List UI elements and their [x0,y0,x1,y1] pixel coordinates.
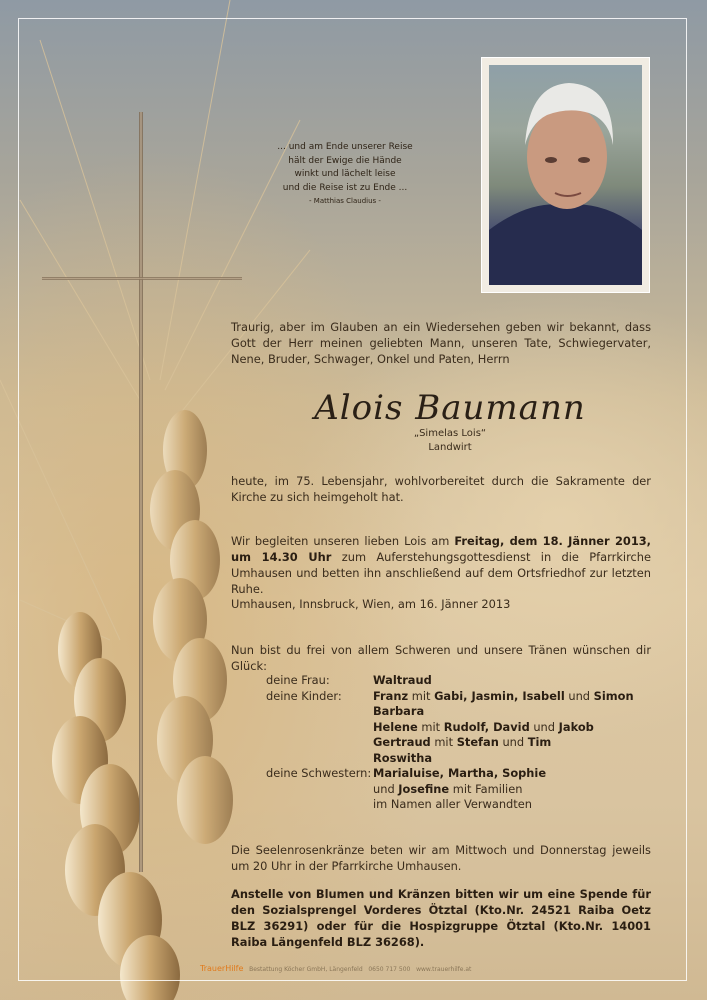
label-sisters: deine Schwestern: [266,766,372,780]
child-line: Barbara [373,704,425,718]
deceased-name: Alois Baumann [314,388,586,428]
family-names [373,673,634,813]
label-wife: deine Frau: [266,673,330,687]
child-line: Franz mit Gabi, Jasmin, Isabell und Simon [373,688,634,703]
farewell-text: Nun bist du frei von allem Schweren und unsere Tränen wünschen dir Glück: [231,643,651,673]
child-line: Gertraud mit Stefan und Tim [373,735,552,749]
footer-logo: TrauerHilfe [200,964,244,973]
label-children: deine Kinder: [266,688,342,703]
funeral-text [231,533,651,597]
portrait-photo [489,65,642,285]
quote-line: hält der Ewige die Hände [288,155,402,166]
sister-line: und Josefine mit Familien [373,781,523,796]
place-date: Umhausen, Innsbruck, Wien, am 16. Jänner 2013 [231,597,511,611]
deceased-nickname: „Simelas Lois“ [413,428,487,439]
funeral-text-part: zum Auferstehungsgottesdienst in die Pfarrkirche Umhausen und betten ihn anschließend auf dem Ortsfriedhof zur letzten Ruhe. [231,550,651,596]
wife-name: Waltraud [373,673,432,687]
quote-line: ... und am Ende unserer Reise [277,142,413,152]
intro-text: Traurig, aber im Glauben an ein Wiedersehen geben wir bekannt, dass Gott der Herr meinen geliebten Mann, unseren Tate, Schwiegervater, Nene, Bruder, Schwager, Onkel und Paten, Herrn [231,320,651,366]
quote-block [250,141,440,209]
footer-web[interactable]: www.trauerhilfe.at [416,966,472,973]
footer [200,964,520,976]
cross-icon-horizontal [42,277,242,280]
rosary-text: Die Seelenrosenkränze beten wir am Mittwoch und Donnerstag jeweils um 20 Uhr in der Pfarrkirche Umhausen. [231,843,651,873]
funeral-text-part: Wir begleiten unseren lieben Lois am [231,534,455,548]
relatives-line: im Namen aller Verwandten [373,797,532,811]
quote-line: winkt und lächelt leise [294,169,396,179]
child-line: Roswitha [373,750,433,765]
cross-icon-vertical [139,112,143,872]
deceased-occupation: Landwirt [428,442,472,453]
portrait-frame [481,57,650,293]
funeral-date: Freitag, dem 18. Jänner 2013, um 14.30 Uhr [231,534,651,564]
quote-author: - Matthias Claudius - [309,197,381,205]
portrait-illustration [489,65,642,285]
sister-line: Marialuise, Martha, Sophie [373,766,547,780]
donation-text: Anstelle von Blumen und Kränzen bitten wir um eine Spende für den Sozialsprengel Vorderes Ötztal (Kto.Nr. 24521 Raiba Oetz BLZ 36291) oder für die Hospizgruppe Ötztal (Kto.Nr. 14001 Raiba Längenfeld BLZ 36268). [231,887,651,949]
footer-phone: 0650 717 500 [368,966,411,973]
family-labels [266,673,371,782]
death-text: heute, im 75. Lebensjahr, wohlvorbereitet durch die Sakramente der Kirche zu sich heimgeholt hat. [231,474,651,504]
footer-company: Bestattung Köcher GmbH, Längenfeld [249,966,363,973]
quote-line: und die Reise ist zu Ende ... [282,182,408,193]
child-line: Helene mit Rudolf, David und Jakob [373,719,594,734]
